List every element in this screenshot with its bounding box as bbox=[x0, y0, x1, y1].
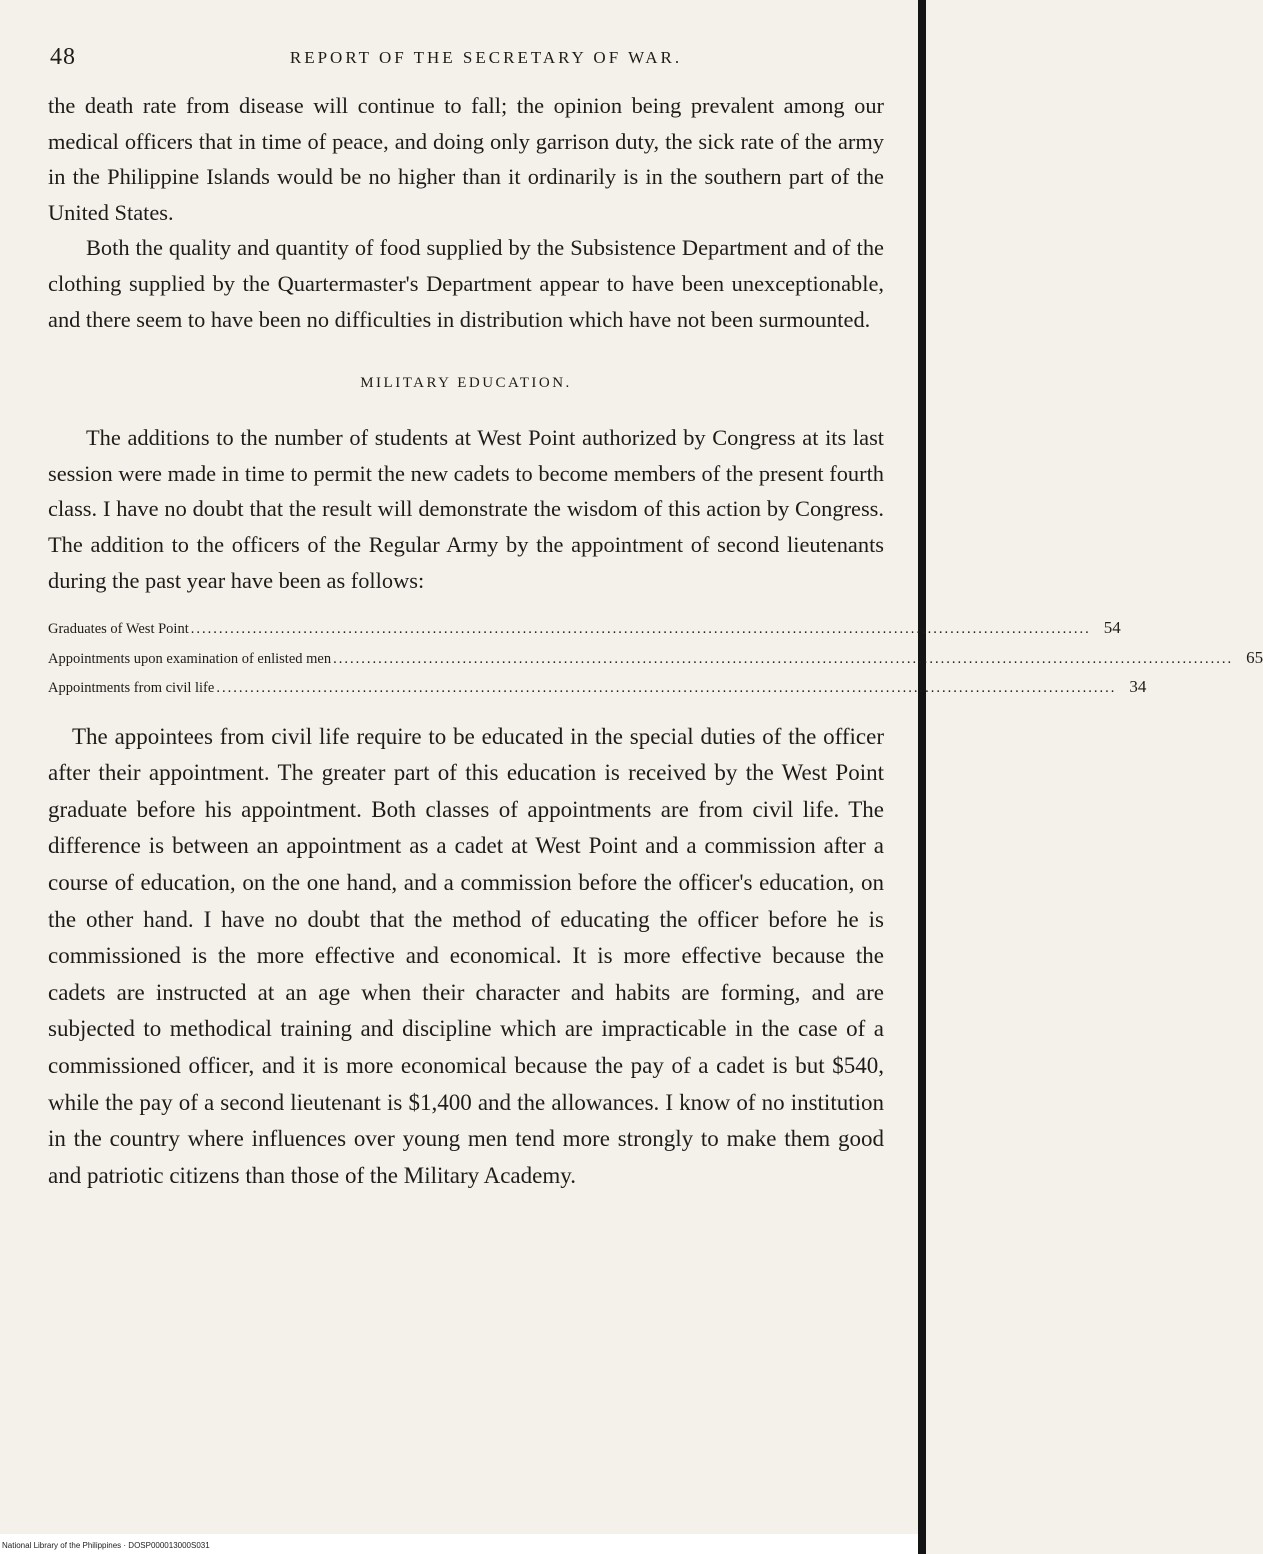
appointments-row bbox=[48, 614, 1121, 644]
scan-footer bbox=[0, 1534, 918, 1554]
appointments-label: Appointments upon examination of enlisted men bbox=[48, 650, 332, 667]
paragraph-civil-appointees: The appointees from civil life require to be educated in the special duties of the officer after their appointment. The greater part of this education is received by the West Point graduate before his appointment. Both classes of appointments are from civil life. The difference is between an appointment as a cadet at West Point and a commission after a course of education, on the one hand, and a commission before the officer's education, on the other hand. I have no doubt that the method of educating the officer before he is commissioned is the more effective and economical. It is more effective because the cadets are instructed at an age when their character and habits are forming, and are subjected to methodical training and discipline which are impracticable in the case of a commissioned officer, and it is more economical because the pay of a cadet is but $540, while the pay of a second lieutenant is $1,400 and the allowances. I know of no institution in the country where influences over young men tend more strongly to make them good and patriotic citizens than those of the Military Academy. bbox=[48, 723, 884, 1188]
appointments-label: Appointments from civil life bbox=[48, 680, 215, 697]
appointments-row bbox=[48, 673, 1147, 703]
document-page bbox=[48, 38, 1263, 1194]
page-header bbox=[48, 38, 884, 78]
dot-leader: ................................................................................................................................................................ bbox=[216, 680, 1117, 697]
appointments-table bbox=[48, 614, 1263, 703]
dot-leader: ................................................................................................................................................................ bbox=[190, 621, 1091, 638]
paragraph-food-clothing: Both the quality and quantity of food supplied by the Subsistence Department and of the clothing supplied by the Quartermaster's Department appear to have been unexceptionable, and there seem to have been no difficulties in distribution which have not been surmounted. bbox=[48, 235, 884, 332]
appointments-row bbox=[48, 644, 1263, 674]
appointments-value: 65 bbox=[1246, 647, 1263, 667]
page-number: 48 bbox=[50, 44, 76, 70]
appointments-label: Graduates of West Point bbox=[48, 621, 189, 638]
dot-leader: ................................................................................................................................................................ bbox=[333, 650, 1234, 667]
section-heading: MILITARY EDUCATION. bbox=[360, 375, 572, 392]
paragraph-death-rate: the death rate from disease will continue to fall; the opinion being prevalent among our medical officers that in time of peace, and doing only garrison duty, the sick rate of the army in the Philippine Islands would be no higher than it ordinarily is in the southern part of the United States. bbox=[48, 93, 884, 225]
library-credit: National Library of the Philippines · DOSP000013000S031 bbox=[2, 1541, 210, 1550]
appointments-value: 34 bbox=[1129, 677, 1147, 697]
appointments-value: 54 bbox=[1103, 618, 1121, 638]
page-edge-shadow bbox=[918, 0, 926, 1554]
paragraph-west-point-additions: The additions to the number of students at West Point authorized by Congress at its last session were made in time to permit the new cadets to become members of the present fourth class. I have no doubt that the result will demonstrate the wisdom of this action by Congress. The addition to the officers of the Regular Army by the appointment of second lieutenants during the past year have been as follows: bbox=[48, 425, 884, 593]
running-head: REPORT OF THE SECRETARY OF WAR. bbox=[289, 48, 683, 67]
